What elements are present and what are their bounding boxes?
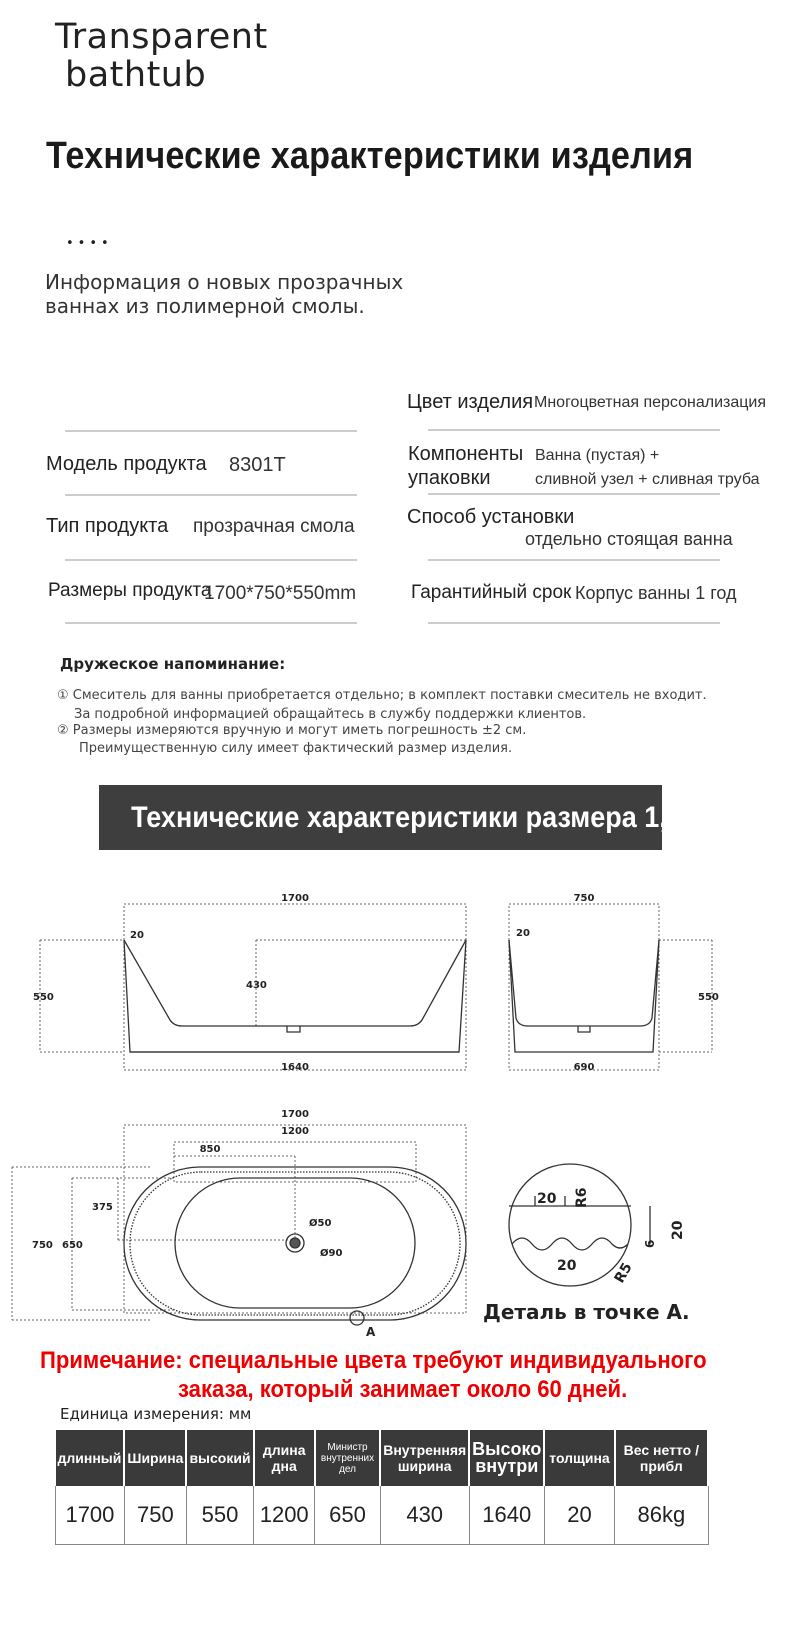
dim-side-bottom: 1640 — [281, 1062, 309, 1073]
end-outer — [509, 940, 659, 1052]
reminder-line-3: ② Размеры измеряются вручную и могут иметь погрешность ±2 см. — [57, 723, 527, 738]
detail-six: 6 — [643, 1239, 657, 1248]
table-header: длинный — [56, 1430, 125, 1486]
side-dim-box — [124, 904, 466, 1070]
spec-package-value — [535, 444, 760, 492]
dim-end-width: 750 — [573, 893, 595, 904]
detail-wave — [512, 1238, 628, 1250]
table-header: Внутренняя ширина — [380, 1430, 469, 1486]
section-banner — [99, 785, 710, 850]
detail-w2: 20 — [557, 1258, 577, 1274]
table-cell: 86kg — [615, 1486, 708, 1544]
dots-decoration: •••• — [66, 236, 113, 251]
table-header: Высоко внутри — [469, 1430, 544, 1486]
spec-install-label: Способ установки — [407, 506, 575, 528]
table-cell: 430 — [380, 1486, 469, 1544]
reminder-line-1: ① Смеситель для ванны приобретается отдельно; в комплект поставки смеситель не входит. — [57, 688, 707, 703]
point-a-marker — [350, 1311, 364, 1325]
section-banner-text: Технические характеристики размера 1,7 м — [131, 801, 710, 834]
dim-side-length: 1700 — [281, 893, 309, 904]
table-cell: 20 — [544, 1486, 614, 1544]
dim-top-inner-width: 650 — [62, 1240, 83, 1251]
brand-line-2: bathtub — [65, 55, 207, 95]
table-cell: 1640 — [469, 1486, 544, 1544]
detail-caption: Деталь в точке А. — [483, 1300, 690, 1324]
table-cell: 750 — [124, 1486, 186, 1544]
side-drain — [287, 1026, 300, 1032]
table-header: Министр внутренних дел — [315, 1430, 380, 1486]
technical-drawing — [0, 880, 790, 1350]
dim-end-rim: 20 — [516, 928, 530, 939]
intro-line-1: Информация о новых прозрачных — [45, 270, 404, 294]
note — [40, 1346, 740, 1404]
table-cell: 1700 — [56, 1486, 125, 1544]
divider — [65, 559, 357, 561]
dim-end-bottom: 690 — [573, 1062, 595, 1073]
spec-size-value: 1700*750*550mm — [204, 583, 357, 604]
note-line-1: Примечание: специальные цвета требуют индивидуального — [40, 1347, 707, 1374]
page-title: Технические характеристики изделия — [46, 135, 694, 177]
drain-inner — [290, 1238, 300, 1248]
spec-package-label-2: упаковки — [408, 467, 491, 489]
detail-r6: R6 — [574, 1187, 590, 1208]
spec-size-label: Размеры продукта — [48, 580, 212, 601]
spec-install-value: отдельно стоящая ванна — [525, 529, 733, 549]
table-header: высокий — [186, 1430, 253, 1486]
dim-top-half: 850 — [199, 1144, 221, 1155]
reminder-line-4: Преимущественную силу имеет фактический размер изделия. — [79, 741, 513, 756]
dim-top-inner: 1200 — [281, 1126, 309, 1137]
side-inner — [124, 940, 466, 1026]
spec-package-value-1: Ванна (пустая) + — [535, 447, 660, 464]
table-header: толщина — [544, 1430, 614, 1486]
table-cell: 550 — [186, 1486, 253, 1544]
brand-line-1: Transparent — [55, 17, 268, 57]
spec-package-label-1: Компоненты — [408, 443, 524, 465]
dim-side-depth: 430 — [246, 980, 267, 991]
spec-color-label: Цвет изделия — [407, 391, 534, 413]
spec-model-label: Модель продукта — [46, 453, 207, 475]
unit-label: Единица измерения: мм — [60, 1405, 252, 1423]
spec-model-value: 8301T — [229, 454, 286, 476]
table-header: Ширина — [124, 1430, 186, 1486]
intro-text — [45, 270, 403, 318]
spec-type-value: прозрачная смола — [193, 516, 355, 537]
side-outer — [124, 940, 466, 1052]
divider — [428, 429, 720, 431]
spec-package-value-2: сливной узел + сливная труба — [535, 471, 760, 488]
table-header: длина дна — [254, 1430, 315, 1486]
detail-h: 20 — [670, 1220, 686, 1240]
intro-line-2: ваннах из полимерной смолы. — [45, 294, 365, 318]
divider — [65, 622, 357, 624]
divider — [428, 559, 720, 561]
table-header-row — [56, 1430, 709, 1486]
spec-warranty-value: Корпус ванны 1 год — [575, 583, 737, 603]
divider — [65, 494, 357, 496]
reminder-line-2: За подробной информацией обращайтесь в службу поддержки клиентов. — [74, 707, 587, 722]
table-row — [56, 1486, 709, 1544]
spec-package-label — [408, 442, 523, 490]
spec-color-value: Многоцветная персонализация — [534, 394, 767, 411]
table-cell: 650 — [315, 1486, 380, 1544]
note-line-2: заказа, который занимает около 60 дней. — [178, 1376, 628, 1403]
table-cell: 1200 — [254, 1486, 315, 1544]
dim-drain-small: Ø50 — [309, 1218, 332, 1229]
spec-warranty-label: Гарантийный срок — [411, 582, 572, 603]
spec-table — [55, 1430, 709, 1545]
divider — [428, 622, 720, 624]
end-drain — [578, 1026, 590, 1032]
dim-drain-big: Ø90 — [320, 1248, 343, 1259]
dim-top-width: 750 — [32, 1240, 53, 1251]
dim-side-rim: 20 — [130, 930, 144, 941]
end-dim-box — [509, 904, 659, 1070]
divider — [65, 430, 357, 432]
dim-top-length: 1700 — [281, 1109, 309, 1120]
reminder-title: Дружеское напоминание: — [60, 655, 286, 673]
detail-r5: R5 — [611, 1260, 636, 1286]
top-dim-box — [124, 1125, 466, 1313]
dim-side-height: 550 — [33, 992, 54, 1003]
brand-title — [55, 18, 268, 94]
table-header: Вес нетто / прибл — [615, 1430, 708, 1486]
divider — [428, 493, 720, 495]
point-a-label: A — [366, 1325, 376, 1339]
dim-top-offset: 375 — [92, 1202, 113, 1213]
spec-type-label: Тип продукта — [46, 515, 169, 537]
end-inner — [509, 940, 659, 1026]
detail-w1: 20 — [537, 1191, 557, 1207]
dim-end-height: 550 — [698, 992, 719, 1003]
